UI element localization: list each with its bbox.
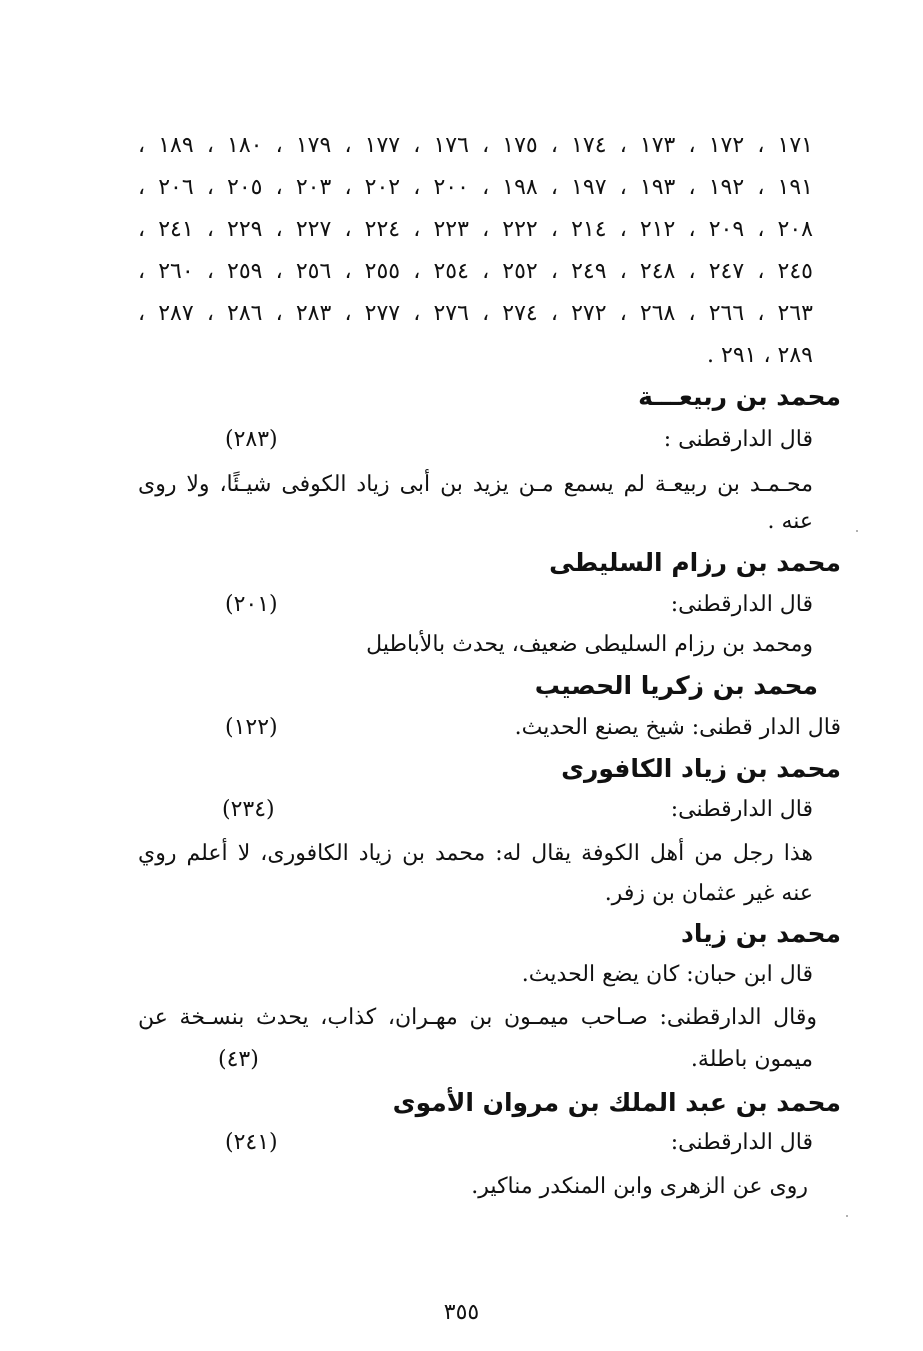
entry-heading: محمد بن زكريا الحصيب xyxy=(534,671,818,700)
entry-text: عنه . xyxy=(767,509,813,534)
entry-source: قال الدارقطنى: xyxy=(670,1130,813,1155)
entry-text: ميمون باطلة. xyxy=(690,1047,813,1072)
numbers-line: ١٩١ ، ١٩٢ ، ١٩٣ ، ١٩٧ ، ١٩٨ ، ٢٠٠ ، ٢٠٢ ، ٢٠٣ ، ٢٠٥ ، ٢٠٦ ، xyxy=(138,175,813,200)
numbers-line: ٢٠٨ ، ٢٠٩ ، ٢١٢ ، ٢١٤ ، ٢٢٢ ، ٢٢٣ ، ٢٢٤ ، ٢٢٧ ، ٢٢٩ ، ٢٤١ ، xyxy=(138,217,813,242)
entry-ref: (٢٠١) xyxy=(225,592,278,617)
numbers-line: ٢٨٩ ، ٢٩١ . xyxy=(707,343,813,368)
entry-ref: (١٢٢) xyxy=(225,715,278,740)
entry-text: وقال الدارقطنى: صـاحب ميمـون بن مهـران، كذاب، يحدث بنسـخة عن xyxy=(138,1005,817,1030)
scan-speck xyxy=(846,1215,848,1217)
entry-text: محـمـد بن ربيعـة لم يسمع مـن يزيد بن أبى زياد الكوفى شيـئًا، ولا روى xyxy=(138,472,813,497)
page-number: ٣٥٥ xyxy=(443,1300,480,1325)
entry-text: روى عن الزهرى وابن المنكدر مناكير. xyxy=(471,1174,808,1199)
entry-source: قال الدارقطنى : xyxy=(663,427,813,452)
entry-heading: محمد بن زياد xyxy=(681,919,841,948)
entry-heading: محمد بن زياد الكافورى xyxy=(561,754,841,783)
entry-ref: (٢٣٤) xyxy=(222,797,275,822)
scan-speck xyxy=(856,530,858,532)
entry-source: قال الدار قطنى: شيخ يصنع الحديث. xyxy=(514,715,841,740)
entry-source: قال الدارقطنى: xyxy=(670,797,813,822)
entry-text: ومحمد بن رزام السليطى ضعيف، يحدث بالأباطيل xyxy=(366,632,813,657)
entry-source: قال الدارقطنى: xyxy=(670,592,813,617)
numbers-line: ٢٤٥ ، ٢٤٧ ، ٢٤٨ ، ٢٤٩ ، ٢٥٢ ، ٢٥٤ ، ٢٥٥ ، ٢٥٦ ، ٢٥٩ ، ٢٦٠ ، xyxy=(138,259,813,284)
entry-text: هذا رجل من أهل الكوفة يقال له: محمد بن زياد الكافورى، لا أعلم روي xyxy=(138,841,813,866)
numbers-line: ١٧١ ، ١٧٢ ، ١٧٣ ، ١٧٤ ، ١٧٥ ، ١٧٦ ، ١٧٧ ، ١٧٩ ، ١٨٠ ، ١٨٩ ، xyxy=(138,133,813,158)
numbers-line: ٢٦٣ ، ٢٦٦ ، ٢٦٨ ، ٢٧٢ ، ٢٧٤ ، ٢٧٦ ، ٢٧٧ ، ٢٨٣ ، ٢٨٦ ، ٢٨٧ ، xyxy=(138,301,813,326)
entry-ref: (٤٣) xyxy=(218,1047,259,1072)
entry-ref: (٢٤١) xyxy=(225,1130,278,1155)
entry-text: عنه غير عثمان بن زفر. xyxy=(604,881,813,906)
entry-heading: محمد بن ربيعـــة xyxy=(638,382,841,411)
entry-heading: محمد بن عبد الملك بن مروان الأموى xyxy=(392,1088,841,1117)
entry-ref: (٢٨٣) xyxy=(225,427,278,452)
entry-heading: محمد بن رزام السليطى xyxy=(549,548,841,577)
entry-source: قال ابن حبان: كان يضع الحديث. xyxy=(521,962,813,987)
